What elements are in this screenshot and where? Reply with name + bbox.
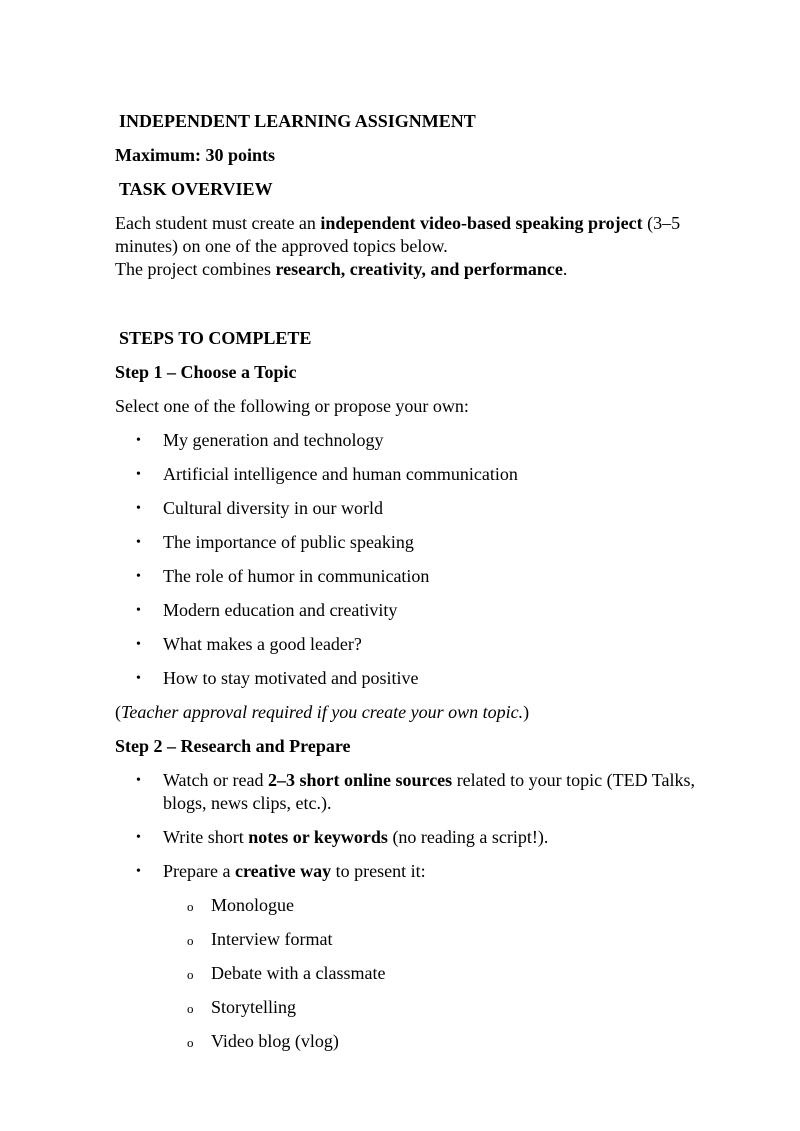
list-item: • My generation and technology <box>136 430 384 450</box>
circle-bullet-icon: o <box>187 967 194 982</box>
sub-list-item: o Storytelling <box>115 996 725 1019</box>
list-item: • Watch or read 2–3 short online sources related to your topic (TED Talks, blogs, news clips, etc.). <box>136 770 696 813</box>
overview-paragraph-1: Each student must create an independent video-based speaking project (3–5 minutes) on one of the approved topics below. <box>115 213 681 256</box>
bullet-icon: • <box>136 671 141 686</box>
bullet-icon: • <box>136 569 141 584</box>
bullet-icon: • <box>136 501 141 516</box>
list-item: • The importance of public speaking <box>136 532 414 552</box>
list-item: • How to stay motivated and positive <box>136 668 419 688</box>
list-item: • The role of humor in communication <box>136 566 430 586</box>
circle-bullet-icon: o <box>187 899 194 914</box>
prepare-list <box>115 769 725 1053</box>
bullet-icon: • <box>136 535 141 550</box>
list-item: • Prepare a creative way to present it: <box>136 861 426 881</box>
overview-paragraph-2: The project combines research, creativity, and performance. <box>115 259 568 279</box>
bullet-icon: • <box>136 830 141 845</box>
bullet-icon: • <box>136 773 141 788</box>
sub-list-item: o Debate with a classmate <box>115 962 725 985</box>
sub-list-item: o Interview format <box>115 928 725 951</box>
topic-list <box>115 429 725 690</box>
bullet-icon: • <box>136 864 141 879</box>
list-item: • Write short notes or keywords (no reading a script!). <box>136 827 549 847</box>
max-points: Maximum: 30 points <box>115 145 276 165</box>
list-item: • Cultural diversity in our world <box>136 498 383 518</box>
overview-heading: TASK OVERVIEW <box>119 179 273 199</box>
circle-bullet-icon: o <box>187 933 194 948</box>
list-item: • What makes a good leader? <box>136 634 362 654</box>
document-title: INDEPENDENT LEARNING ASSIGNMENT <box>119 111 476 131</box>
step2-title: Step 2 – Research and Prepare <box>115 736 351 756</box>
steps-heading: STEPS TO COMPLETE <box>119 328 312 348</box>
bullet-icon: • <box>136 603 141 618</box>
step1-intro: Select one of the following or propose your own: <box>115 396 469 416</box>
circle-bullet-icon: o <box>187 1035 194 1050</box>
overview-text <box>115 212 725 281</box>
list-item: • Artificial intelligence and human communication <box>136 464 518 484</box>
bullet-icon: • <box>136 637 141 652</box>
circle-bullet-icon: o <box>187 1001 194 1016</box>
sub-list-item: o Monologue <box>115 894 725 917</box>
list-item: • Modern education and creativity <box>136 600 398 620</box>
step1-title: Step 1 – Choose a Topic <box>115 362 297 382</box>
sub-list-item: o Video blog (vlog) <box>115 1030 725 1053</box>
bullet-icon: • <box>136 433 141 448</box>
bullet-icon: • <box>136 467 141 482</box>
teacher-approval-note: (Teacher approval required if you create your own topic.) <box>115 702 530 722</box>
